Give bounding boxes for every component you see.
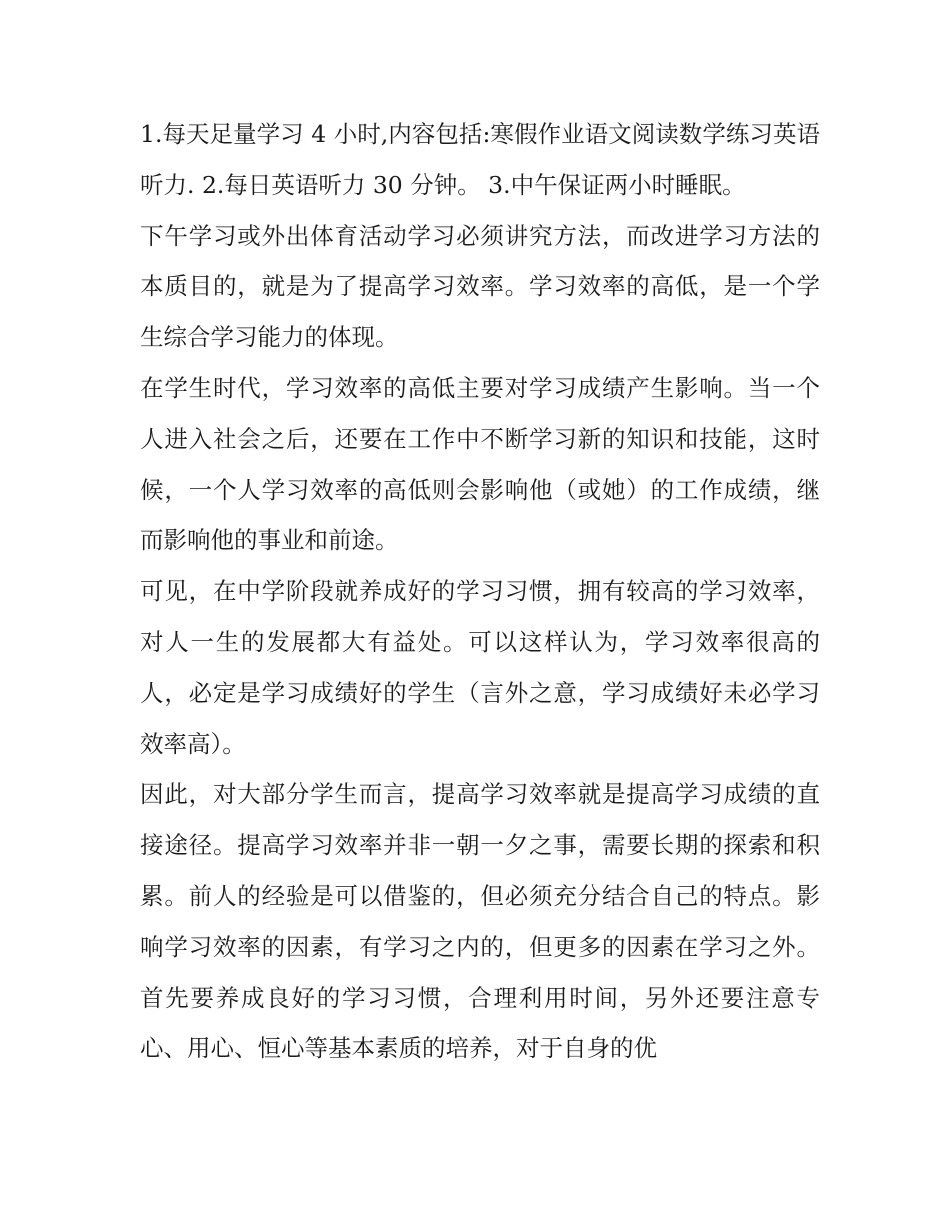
document-body <box>140 109 820 1074</box>
paragraph-study-plan: 1.每天足量学习 4 小时,内容包括:寒假作业语文阅读数学练习英语听力. 2.每日英语听力 30 分钟。 3.中午保证两小时睡眠。 <box>140 120 820 199</box>
paragraph-student-era: 在学生时代，学习效率的高低主要对学习成绩产生影响。当一个人进入社会之后，还要在工作中不断学习新的知识和技能，这时候，一个人学习效率的高低则会影响他（或她）的工作成绩，继而影响他的事业和前途。 <box>140 373 820 555</box>
paragraph-study-method: 下午学习或外出体育活动学习必须讲究方法，而改进学习方法的本质目的，就是为了提高学习效率。学习效率的高低，是一个学生综合学习能力的体现。 <box>140 221 820 352</box>
paragraph-therefore: 因此，对大部分学生而言，提高学习效率就是提高学习成绩的直接途径。提高学习效率并非一朝一夕之事，需要长期的探索和积累。前人的经验是可以借鉴的，但必须充分结合自己的特点。影响学习效率的因素，有学习之内的，但更多的因素在学习之外。首先要养成良好的学习习惯，合理利用时间，另外还要注意专心、用心、恒心等基本素质的培养，对于自身的优 <box>140 780 820 1063</box>
paragraph-habits: 可见，在中学阶段就养成好的学习习惯，拥有较高的学习效率，对人一生的发展都大有益处。可以这样认为，学习效率很高的人，必定是学习成绩好的学生（言外之意，学习成绩好未必学习效率高）。 <box>140 577 820 758</box>
